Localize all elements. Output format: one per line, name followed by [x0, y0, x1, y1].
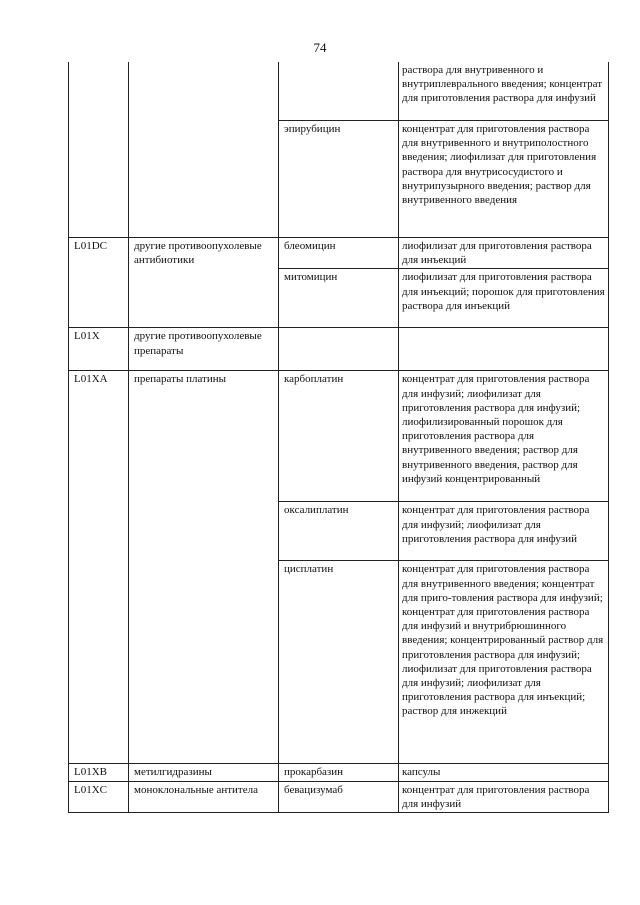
group-cell: другие противоопухолевые антибиотики: [129, 238, 279, 328]
dosage-form-cell: концентрат для приготовления раствора для инфузий; лиофилизат для приготовления раствора для инфузий; лиофилизированный порошок для приготовления раствора для внутривенного введения; раствор для внутривенного введения, раствор для инфузий концентрированный: [399, 371, 609, 502]
dosage-form-cell: капсулы: [399, 764, 609, 781]
medication-table: [68, 62, 609, 813]
drug-cell: оксалиплатин: [279, 502, 399, 561]
group-cell: моноклональные антитела: [129, 781, 279, 812]
dosage-form-cell: концентрат для приготовления раствора для инфузий; лиофилизат для приготовления раствора для инфузий: [399, 502, 609, 561]
drug-cell: [279, 62, 399, 121]
group-cell: препараты платины: [129, 371, 279, 764]
drug-cell: прокарбазин: [279, 764, 399, 781]
atc-code-cell: L01X: [69, 328, 129, 371]
dosage-form-cell: концентрат для приготовления раствора для инфузий: [399, 781, 609, 812]
group-cell: другие противоопухолевые препараты: [129, 328, 279, 371]
group-cell: [129, 62, 279, 238]
dosage-form-cell: лиофилизат для приготовления раствора для инъекций; порошок для приготовления раствора для инъекций: [399, 269, 609, 328]
drug-cell: [279, 328, 399, 371]
table-row: [69, 328, 609, 371]
drug-cell: блеомицин: [279, 238, 399, 269]
drug-cell: митомицин: [279, 269, 399, 328]
dosage-form-cell: концентрат для приготовления раствора для внутривенного и внутриполостного введения; лиофилизат для приготовления раствора для внутрисосудистого и внутрипузырного введения; раствор для внутривенного введения: [399, 121, 609, 238]
dosage-form-cell: лиофилизат для приготовления раствора для инъекций: [399, 238, 609, 269]
drug-cell: бевацизумаб: [279, 781, 399, 812]
atc-code-cell: L01XA: [69, 371, 129, 764]
drug-cell: карбоплатин: [279, 371, 399, 502]
table-row: [69, 764, 609, 781]
table-row: [69, 371, 609, 502]
dosage-form-cell: [399, 328, 609, 371]
atc-code-cell: [69, 62, 129, 238]
table-row: [69, 781, 609, 812]
dosage-form-cell: раствора для внутривенного и внутриплеврального введения; концентрат для приготовления раствора для инфузий: [399, 62, 609, 121]
table-row: [69, 238, 609, 269]
dosage-form-cell: концентрат для приготовления раствора для внутривенного введения; концентрат для приго-товления раствора для инфузий; концентрат для приготовления раствора для инфузий и внутрибрюшинного введения; концентрированный раствор для приготовления раствора для инфузий; лиофилизат для приготовления раствора для инфузий; лиофилизат для приготовления раствора для инъекций; раствор для инжекций: [399, 561, 609, 764]
atc-code-cell: L01DC: [69, 238, 129, 328]
page-number: 74: [313, 40, 327, 55]
drug-cell: цисплатин: [279, 561, 399, 764]
drug-cell: эпирубицин: [279, 121, 399, 238]
atc-code-cell: L01XC: [69, 781, 129, 812]
table-row: [69, 62, 609, 121]
group-cell: метилгидразины: [129, 764, 279, 781]
atc-code-cell: L01XB: [69, 764, 129, 781]
